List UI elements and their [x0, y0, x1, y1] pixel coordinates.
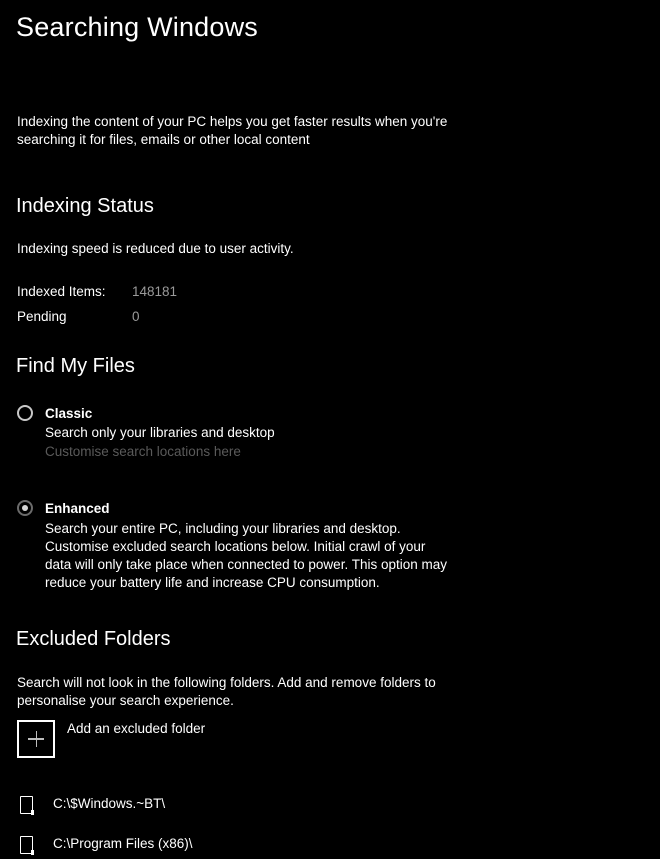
radio-enhanced[interactable] — [17, 500, 317, 520]
excluded-folders-heading: Excluded Folders — [16, 628, 171, 650]
radio-classic[interactable] — [17, 405, 317, 425]
excluded-folders-description — [17, 674, 436, 710]
intro-line-2: searching it for files, emails or other local content — [17, 132, 310, 147]
radio-circle-checked-icon[interactable] — [17, 500, 33, 516]
radio-circle-unchecked-icon[interactable] — [17, 405, 33, 421]
drive-icon — [20, 836, 33, 854]
radio-classic-label: Classic — [45, 406, 93, 421]
indexed-items-value: 148181 — [132, 284, 178, 299]
excluded-folder-path: C:\Program Files (x86)\ — [53, 836, 193, 851]
drive-icon — [20, 796, 33, 814]
add-excluded-folder-button[interactable] — [17, 720, 247, 760]
indexing-status-heading: Indexing Status — [16, 195, 154, 217]
plus-icon[interactable] — [17, 720, 55, 758]
excluded-folder-path: C:\$Windows.~BT\ — [53, 796, 166, 811]
excluded-folder-item[interactable] — [20, 795, 320, 817]
enhanced-desc-line: Customise excluded search locations below. Initial crawl of your — [45, 539, 426, 554]
find-my-files-heading: Find My Files — [16, 355, 135, 377]
pending-label: Pending — [17, 309, 67, 324]
excluded-desc-line: Search will not look in the following folders. Add and remove folders to — [17, 675, 436, 690]
enhanced-desc-line: reduce your battery life and increase CPU consumption. — [45, 575, 380, 590]
customise-search-locations-link[interactable]: Customise search locations here — [45, 444, 241, 459]
intro-text — [17, 113, 447, 149]
classic-description: Search only your libraries and desktop — [45, 425, 275, 440]
enhanced-description — [45, 520, 447, 592]
indexing-status-text: Indexing speed is reduced due to user activity. — [17, 241, 294, 256]
excluded-folder-item[interactable] — [20, 835, 320, 857]
intro-line-1: Indexing the content of your PC helps you get faster results when you're — [17, 114, 448, 129]
excluded-desc-line: personalise your search experience. — [17, 693, 234, 708]
page-title: Searching Windows — [16, 12, 259, 42]
enhanced-desc-line: Search your entire PC, including your libraries and desktop. — [45, 521, 401, 536]
indexed-items-label: Indexed Items: — [17, 284, 106, 299]
pending-value: 0 — [132, 309, 140, 324]
add-excluded-folder-label: Add an excluded folder — [67, 721, 206, 736]
enhanced-desc-line: data will only take place when connected to power. This option may — [45, 557, 447, 572]
radio-enhanced-label: Enhanced — [45, 501, 110, 516]
